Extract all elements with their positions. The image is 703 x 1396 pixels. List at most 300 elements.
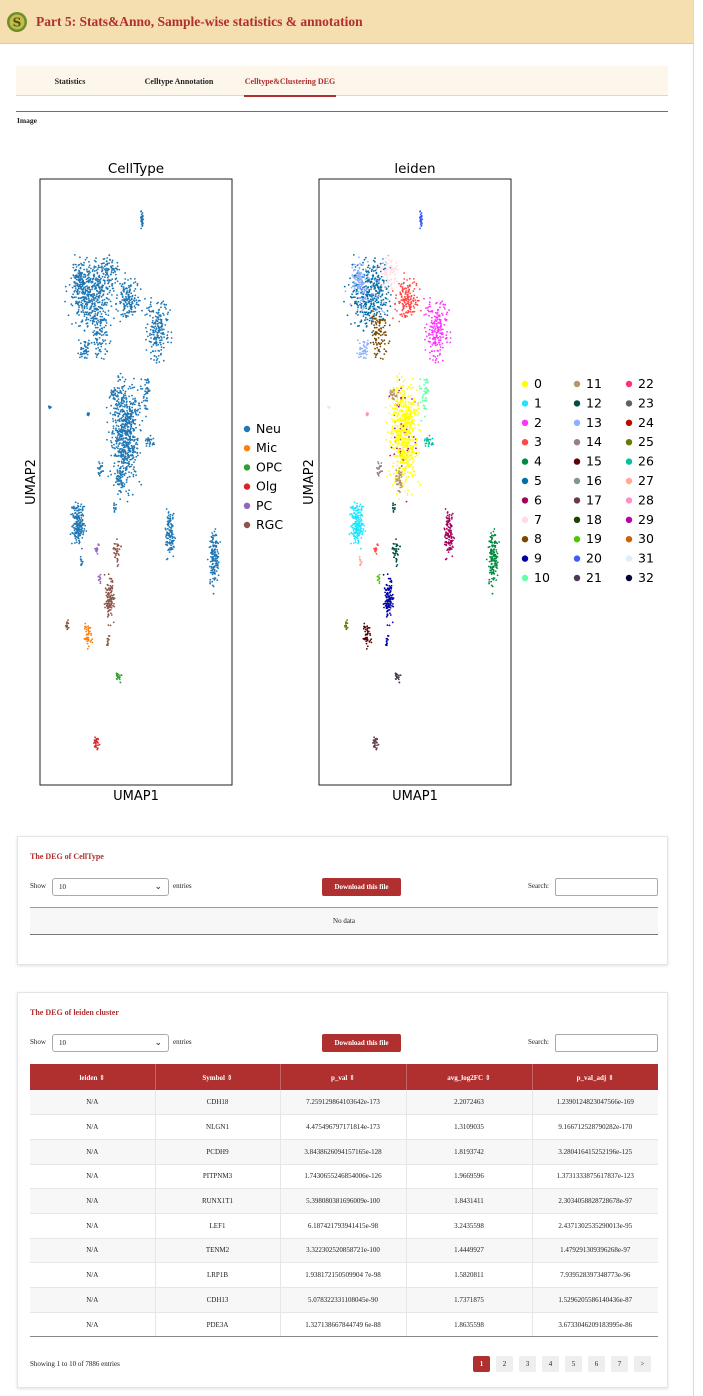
celltype-point: [132, 302, 134, 304]
leiden-point: [428, 333, 430, 335]
leiden-point: [383, 348, 385, 350]
celltype-point: [99, 337, 101, 339]
leiden-point: [417, 402, 419, 404]
leiden-point: [413, 409, 415, 411]
celltype-point: [107, 268, 109, 270]
leiden-point: [376, 268, 378, 270]
leiden-point: [386, 268, 388, 270]
celltype-point: [88, 299, 90, 301]
leiden-point: [391, 418, 393, 420]
tab-statistics[interactable]: Statistics: [54, 76, 86, 86]
leiden-point: [396, 265, 398, 267]
app-logo-icon: [6, 11, 28, 33]
celltype-point: [88, 288, 90, 290]
celltype-point: [132, 474, 134, 476]
celltype-point: [115, 394, 117, 396]
celltype-point: [112, 288, 114, 290]
leiden-point: [377, 353, 379, 355]
leiden-point: [379, 330, 381, 332]
leiden-point: [381, 285, 383, 287]
leiden-point: [404, 296, 406, 298]
leiden-point: [402, 289, 404, 291]
celltype-point: [129, 285, 131, 287]
leiden-point: [425, 400, 427, 402]
celltype-point: [109, 635, 111, 637]
celltype-plot-frame: [40, 179, 232, 785]
celltype-point: [161, 325, 163, 327]
leiden-point: [353, 542, 355, 544]
celltype-point: [154, 327, 156, 329]
leiden-point: [359, 268, 361, 270]
leiden-point: [413, 305, 415, 307]
tab-celltype-clustering-deg[interactable]: Celltype&Clustering DEG: [242, 66, 338, 96]
celltype-point: [74, 277, 76, 279]
celltype-point: [151, 311, 153, 313]
celltype-point: [99, 463, 101, 465]
leiden-point: [396, 436, 398, 438]
leiden-point: [413, 451, 415, 453]
celltype-point: [139, 408, 141, 410]
celltype-point: [89, 301, 91, 303]
celltype-point: [114, 553, 116, 555]
tab-celltype-annotation[interactable]: Celltype Annotation: [144, 76, 214, 86]
leiden-point: [425, 443, 427, 445]
leiden-point: [359, 304, 361, 306]
celltype-point: [80, 517, 82, 519]
celltype-point: [105, 587, 107, 589]
leiden-point: [412, 456, 414, 458]
leiden-point: [404, 379, 406, 381]
celltype-point: [172, 517, 174, 519]
leiden-point: [406, 450, 408, 452]
leiden-point: [419, 484, 421, 486]
celltype-point: [88, 279, 90, 281]
leiden-point: [383, 302, 385, 304]
celltype-point: [78, 516, 80, 518]
celltype-point: [104, 574, 106, 576]
leiden-point: [399, 411, 401, 413]
leiden-point: [446, 312, 448, 314]
leiden-point: [401, 389, 403, 391]
celltype-point: [66, 623, 68, 625]
celltype-point: [171, 532, 173, 534]
celltype-point: [155, 325, 157, 327]
celltype-point: [82, 515, 84, 517]
leiden-point: [434, 325, 436, 327]
leiden-point: [353, 285, 355, 287]
celltype-point: [129, 417, 131, 419]
leiden-point: [362, 288, 364, 290]
leiden-point: [385, 322, 387, 324]
leiden-point: [357, 516, 359, 518]
celltype-point: [97, 344, 99, 346]
celltype-point: [74, 290, 76, 292]
celltype-point: [118, 677, 120, 679]
celltype-point: [106, 273, 108, 275]
leiden-point: [376, 347, 378, 349]
leiden-point: [443, 306, 445, 308]
leiden-point: [411, 387, 413, 389]
celltype-point: [86, 352, 88, 354]
celltype-point: [160, 332, 162, 334]
celltype-point: [170, 520, 172, 522]
leiden-point: [407, 494, 409, 496]
celltype-point: [127, 477, 129, 479]
celltype-point: [73, 506, 75, 508]
celltype-point: [109, 342, 111, 344]
celltype-point: [109, 290, 111, 292]
leiden-point: [365, 257, 367, 259]
celltype-point: [209, 540, 211, 542]
celltype-point: [112, 265, 114, 267]
leiden-point: [407, 454, 409, 456]
leiden-point: [425, 445, 427, 447]
leiden-point: [378, 291, 380, 293]
leiden-point: [452, 513, 454, 515]
celltype-point: [88, 351, 90, 353]
celltype-point: [89, 308, 91, 310]
celltype-point: [106, 595, 108, 597]
celltype-point: [109, 395, 111, 397]
celltype-point: [97, 268, 99, 270]
leiden-point: [424, 339, 426, 341]
leiden-point: [411, 302, 413, 304]
celltype-point: [169, 539, 171, 541]
celltype-point: [109, 292, 111, 294]
leiden-point: [404, 468, 406, 470]
leiden-point: [360, 300, 362, 302]
celltype-point: [72, 267, 74, 269]
celltype-point: [125, 468, 127, 470]
celltype-point: [116, 538, 118, 540]
celltype-point: [213, 560, 215, 562]
leiden-point: [362, 299, 364, 301]
leiden-point: [424, 327, 426, 329]
celltype-point: [131, 384, 133, 386]
celltype-point: [135, 471, 137, 473]
leiden-point: [354, 296, 356, 298]
leiden-point: [378, 301, 380, 303]
leiden-point: [408, 476, 410, 478]
leiden-point: [451, 517, 453, 519]
celltype-point: [124, 306, 126, 308]
celltype-point: [124, 278, 126, 280]
leiden-point: [414, 419, 416, 421]
leiden-point: [364, 349, 366, 351]
leiden-point: [382, 319, 384, 321]
leiden-point: [389, 412, 391, 414]
celltype-point: [131, 311, 133, 313]
celltype-point: [214, 548, 216, 550]
leiden-point: [437, 315, 439, 317]
leiden-point: [392, 433, 394, 435]
celltype-point: [90, 312, 92, 314]
celltype-point: [116, 297, 118, 299]
leiden-point: [425, 379, 427, 381]
leiden-point: [373, 282, 375, 284]
leiden-point: [401, 411, 403, 413]
leiden-point: [357, 509, 359, 511]
celltype-point: [113, 433, 115, 435]
celltype-point: [150, 341, 152, 343]
celltype-point: [85, 530, 87, 532]
leiden-point: [365, 268, 367, 270]
leiden-point: [412, 476, 414, 478]
celltype-point: [67, 628, 69, 630]
celltype-point: [110, 625, 112, 627]
celltype-point: [90, 641, 92, 643]
celltype-point: [109, 259, 111, 261]
celltype-point: [155, 329, 157, 331]
celltype-point: [107, 640, 109, 642]
celltype-point: [169, 516, 171, 518]
leiden-point: [382, 358, 384, 360]
leiden-point: [393, 387, 395, 389]
celltype-point: [122, 472, 124, 474]
celltype-point: [117, 560, 119, 562]
leiden-point: [411, 419, 413, 421]
celltype-point: [112, 447, 114, 449]
leiden-point: [434, 350, 436, 352]
leiden-point: [448, 309, 450, 311]
celltype-point: [107, 277, 109, 279]
leiden-point: [357, 270, 359, 272]
leiden-point: [358, 297, 360, 299]
celltype-point: [117, 394, 119, 396]
celltype-point: [101, 470, 103, 472]
leiden-point: [375, 290, 377, 292]
leiden-point: [416, 438, 418, 440]
celltype-point: [116, 268, 118, 270]
celltype-point: [138, 414, 140, 416]
leiden-point: [378, 475, 380, 477]
leiden-point: [356, 353, 358, 355]
celltype-point: [219, 541, 221, 543]
celltype-point: [66, 290, 68, 292]
celltype-point: [156, 303, 158, 305]
celltype-point: [97, 549, 99, 551]
leiden-point: [366, 413, 368, 415]
celltype-point: [167, 337, 169, 339]
celltype-point: [101, 289, 103, 291]
leiden-point: [360, 283, 362, 285]
leiden-point: [400, 404, 402, 406]
leiden-point: [378, 293, 380, 295]
celltype-point: [101, 335, 103, 337]
celltype-point: [72, 274, 74, 276]
leiden-point: [403, 449, 405, 451]
leiden-point: [397, 461, 399, 463]
celltype-point: [110, 340, 112, 342]
celltype-point: [111, 607, 113, 609]
celltype-point: [96, 749, 98, 751]
leiden-point: [358, 357, 360, 359]
celltype-point: [119, 442, 121, 444]
leiden-point: [357, 543, 359, 545]
leiden-point: [380, 304, 382, 306]
celltype-point: [114, 462, 116, 464]
leiden-point: [343, 301, 345, 303]
celltype-point: [82, 513, 84, 515]
celltype-point: [127, 414, 129, 416]
leiden-point: [357, 339, 359, 341]
leiden-point: [448, 539, 450, 541]
celltype-point: [127, 501, 129, 503]
leiden-point: [394, 303, 396, 305]
celltype-point: [77, 530, 79, 532]
leiden-point: [445, 334, 447, 336]
celltype-point: [103, 262, 105, 264]
celltype-point: [131, 395, 133, 397]
leiden-point: [411, 398, 413, 400]
celltype-point: [94, 548, 96, 550]
leiden-point: [383, 303, 385, 305]
leiden-point: [401, 465, 403, 467]
leiden-point: [409, 440, 411, 442]
leiden-point: [428, 334, 430, 336]
leiden-point: [424, 440, 426, 442]
leiden-point: [424, 416, 426, 418]
celltype-point: [110, 612, 112, 614]
leiden-point: [436, 344, 438, 346]
leiden-point: [374, 279, 376, 281]
celltype-point: [117, 565, 119, 567]
celltype-point: [98, 321, 100, 323]
celltype-point: [80, 506, 82, 508]
celltype-point: [122, 376, 124, 378]
leiden-point: [355, 301, 357, 303]
leiden-point: [419, 288, 421, 290]
celltype-point: [132, 494, 134, 496]
celltype-point: [85, 631, 87, 633]
leiden-point: [393, 448, 395, 450]
leiden-point: [354, 516, 356, 518]
leiden-point: [404, 417, 406, 419]
celltype-point: [115, 303, 117, 305]
celltype-point: [141, 219, 143, 221]
leiden-point: [396, 380, 398, 382]
leiden-point: [368, 265, 370, 267]
celltype-point: [135, 281, 137, 283]
celltype-point: [152, 443, 154, 445]
leiden-point: [407, 310, 409, 312]
leiden-point: [354, 508, 356, 510]
celltype-point: [117, 265, 119, 267]
leiden-point: [387, 299, 389, 301]
celltype-point: [114, 411, 116, 413]
leiden-y-label: UMAP2: [302, 459, 317, 505]
celltype-point: [94, 270, 96, 272]
leiden-point: [423, 394, 425, 396]
leiden-point: [439, 332, 441, 334]
leiden-point: [361, 290, 363, 292]
leiden-point: [350, 526, 352, 528]
leiden-point: [444, 304, 446, 306]
leiden-point: [396, 434, 398, 436]
leiden-point: [390, 270, 392, 272]
celltype-point: [75, 516, 77, 518]
leiden-point: [438, 337, 440, 339]
celltype-point: [98, 265, 100, 267]
leiden-point: [442, 343, 444, 345]
leiden-point: [417, 404, 419, 406]
celltype-point: [77, 353, 79, 355]
leiden-point: [407, 489, 409, 491]
celltype-point: [118, 554, 120, 556]
leiden-point: [370, 282, 372, 284]
celltype-point: [215, 540, 217, 542]
leiden-point: [352, 506, 354, 508]
leiden-point: [351, 274, 353, 276]
leiden-point: [382, 304, 384, 306]
celltype-point: [132, 421, 134, 423]
leiden-point: [395, 405, 397, 407]
leiden-point: [408, 423, 410, 425]
celltype-point: [74, 281, 76, 283]
celltype-point: [117, 262, 119, 264]
leiden-point: [408, 401, 410, 403]
leiden-point: [365, 281, 367, 283]
celltype-point: [122, 435, 124, 437]
celltype-point: [114, 282, 116, 284]
leiden-point: [416, 283, 418, 285]
leiden-point: [419, 228, 421, 230]
leiden-point: [391, 260, 393, 262]
celltype-point: [107, 589, 109, 591]
celltype-point: [82, 319, 84, 321]
leiden-point: [387, 262, 389, 264]
celltype-point: [119, 473, 121, 475]
leiden-point: [356, 286, 358, 288]
leiden-point: [392, 290, 394, 292]
celltype-point: [133, 456, 135, 458]
celltype-point: [103, 341, 105, 343]
celltype-point: [97, 327, 99, 329]
leiden-point: [396, 310, 398, 312]
leiden-point: [373, 324, 375, 326]
leiden-point: [362, 524, 364, 526]
leiden-point: [443, 324, 445, 326]
celltype-point: [84, 282, 86, 284]
leiden-point: [405, 290, 407, 292]
celltype-point: [70, 277, 72, 279]
leiden-point: [359, 506, 361, 508]
celltype-point: [134, 399, 136, 401]
celltype-point: [76, 525, 78, 527]
celltype-point: [96, 356, 98, 358]
celltype-point: [140, 385, 142, 387]
celltype-point: [121, 404, 123, 406]
leiden-point: [362, 307, 364, 309]
leiden-point: [376, 296, 378, 298]
celltype-point: [118, 451, 120, 453]
leiden-point: [396, 455, 398, 457]
leiden-point: [348, 284, 350, 286]
celltype-point: [144, 394, 146, 396]
celltype-point: [92, 642, 94, 644]
leiden-point: [389, 455, 391, 457]
celltype-point: [146, 382, 148, 384]
leiden-point: [391, 414, 393, 416]
leiden-point: [368, 315, 370, 317]
leiden-point: [438, 340, 440, 342]
leiden-point: [397, 387, 399, 389]
leiden-point: [417, 481, 419, 483]
leiden-point: [408, 386, 410, 388]
celltype-point: [211, 551, 213, 553]
celltype-point: [216, 563, 218, 565]
leiden-point: [394, 274, 396, 276]
